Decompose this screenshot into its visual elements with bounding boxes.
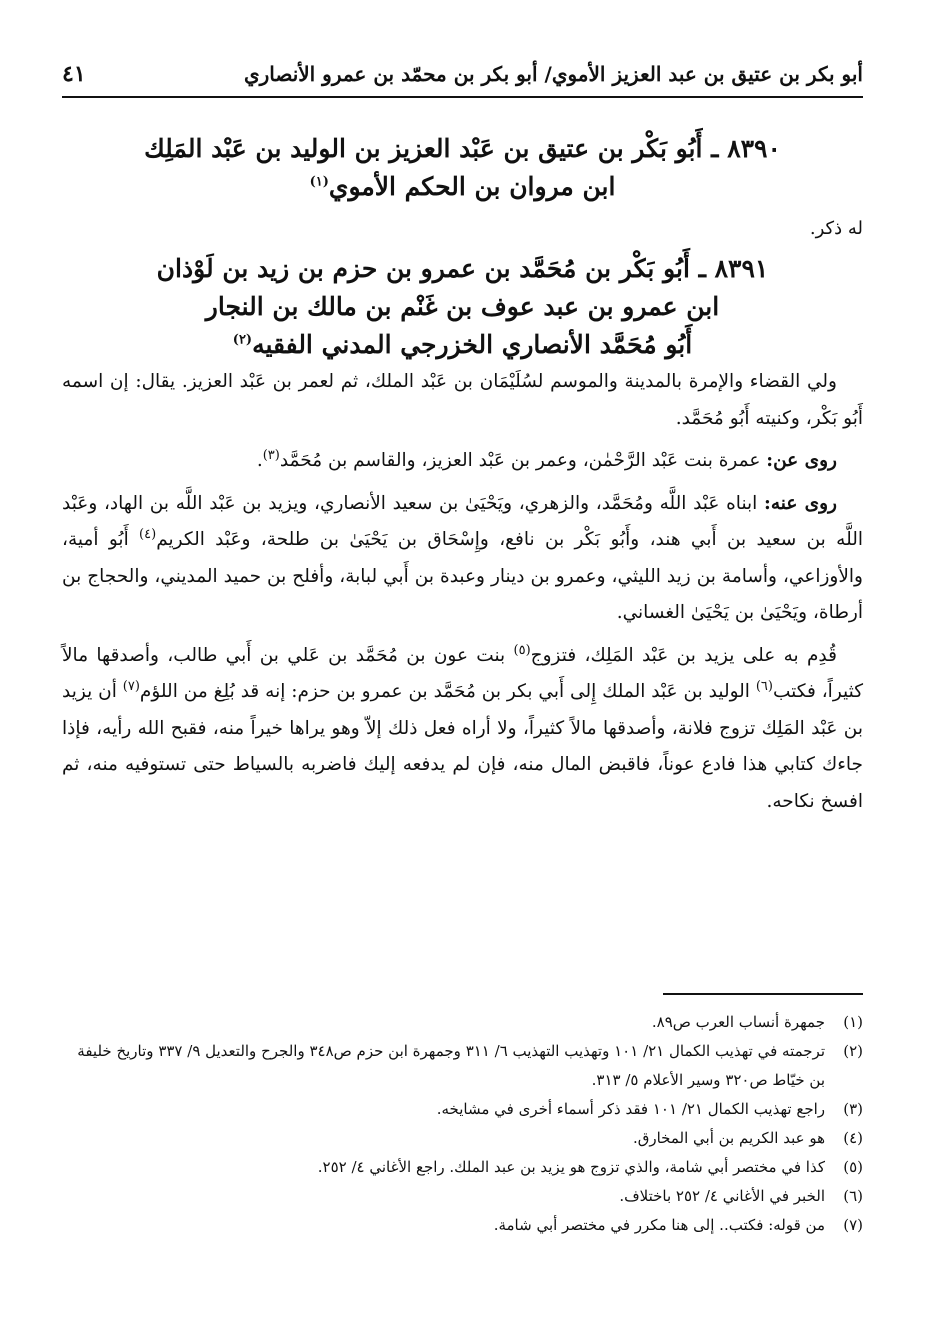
- entry-8390-title-line2: [62, 168, 863, 206]
- narrated-by-text-1: ابناه عَبْد اللَّه ومُحَمَّد، والزهري، ويَحْيَىٰ بن سعيد الأنصاري، ويزيد بن عَبْد اللَّه بن الهاد، وعَبْد اللَّه بن سعيد بن أَبي هند، وأَبُو بَكْر بن نافع، وإِسْحَاق بن يَحْيَىٰ بن طلحة، وعَبْد الكريم: [62, 492, 863, 550]
- narrated-from-text: عمرة بنت عَبْد الرَّحْمٰن، وعمر بن عَبْد العزيز، والقاسم بن مُحَمَّد: [279, 450, 767, 471]
- entry-8390-title: [62, 130, 863, 206]
- entry-8391-title: [62, 250, 863, 364]
- footnote-number: (٤): [843, 1129, 863, 1147]
- entry-8391-paragraph-story: [62, 638, 863, 821]
- footnotes: [62, 1008, 863, 1240]
- narrated-from-label: روى عن:: [766, 450, 837, 471]
- entry-8391-title-line3: [62, 326, 863, 364]
- footnote-number: (٣): [843, 1100, 863, 1118]
- footnote-ref-3: (٣): [262, 447, 280, 463]
- footnote-6: [62, 1182, 863, 1211]
- entry-8391-title-line1: ٨٣٩١ ـ أَبُو بَكْر بن مُحَمَّد بن عمرو بن حزم بن زيد بن لَوْذان: [156, 254, 769, 283]
- entry-8390-body: له ذكر.: [809, 218, 863, 239]
- footnote-text: كذا في مختصر أبي شامة، والذي تزوج هو يزيد بن عبد الملك. راجع الأغاني ٤/ ٢٥٢.: [317, 1158, 825, 1176]
- footnote-1: [62, 1008, 863, 1037]
- footnote-number: (٧): [843, 1216, 863, 1234]
- entry-8391-title-line3-text: أَبُو مُحَمَّد الأنصاري الخزرجي المدني الفقيه: [252, 330, 693, 359]
- story-text-a: قُدِم به على يزيد بن عَبْد المَلِك، فتزوج: [530, 644, 837, 666]
- entry-8391-paragraph-narrated-by: [62, 486, 863, 632]
- footnote-ref-5: (٥): [513, 642, 531, 658]
- footnote-3: [62, 1095, 863, 1124]
- footnote-text: ترجمته في تهذيب الكمال ٢١/ ١٠١ وتهذيب التهذيب ٦/ ٣١١ وجمهرة ابن حزم ص٣٤٨ والجرح والتعديل ٩/ ٣٣٧ وتاريخ خليفة بن خيّاط ص٣٢٠ وسير الأعلام ٥/ ٣١٣.: [77, 1042, 825, 1089]
- footnote-text: راجع تهذيب الكمال ٢١/ ١٠١ فقد ذكر أسماء أخرى في مشايخه.: [436, 1100, 825, 1118]
- page-number: ٤١: [62, 61, 86, 87]
- entry-8390-title-line2-text: ابن مروان بن الحكم الأموي: [328, 172, 616, 201]
- footnote-ref-2: (٢): [232, 332, 253, 348]
- entry-8390-title-line1: ٨٣٩٠ ـ أَبُو بَكْر بن عتيق بن عَبْد العزيز بن الوليد بن عَبْد المَلِك: [144, 134, 781, 163]
- footnote-text: الخبر في الأغاني ٤/ ٢٥٢ باختلاف.: [619, 1187, 825, 1205]
- footnote-text: من قوله: فكتب.. إلى هنا مكرر في مختصر أبي شامة.: [493, 1216, 825, 1234]
- narrated-by-label: روى عنه:: [764, 492, 837, 514]
- footnote-number: (٦): [843, 1187, 863, 1205]
- entry-8391-paragraph-1: ولي القضاء والإمرة بالمدينة والموسم لسُلَيْمَان بن عَبْد الملك، ثم لعمر بن عَبْد العزيز. يقال: إن اسمه أَبُو بَكْر، وكنيته أَبُو مُحَمَّد.: [62, 371, 863, 429]
- footnote-divider: [663, 993, 863, 995]
- narrated-from-end: .: [256, 450, 263, 471]
- footnote-ref-6: (٦): [755, 678, 773, 694]
- footnote-ref-1: (١): [309, 174, 329, 190]
- story-text-c: الوليد بن عَبْد الملك إِلى أَبي بكر بن مُحَمَّد بن عمرو بن حزم: إنه قد بُلِغ من اللؤم: [139, 681, 756, 702]
- footnote-7: [62, 1211, 863, 1240]
- main-content: [62, 130, 863, 820]
- story-text-b: بنت عون بن مُحَمَّد بن عَلي بن أَبي طالب، وأصدقها مالاً كثيراً، فكتب: [62, 644, 863, 702]
- footnote-4: [62, 1124, 863, 1153]
- footnote-text: جمهرة أنساب العرب ص٨٩.: [651, 1013, 825, 1031]
- footnote-ref-7: (٧): [122, 678, 140, 694]
- page-header: [62, 52, 863, 98]
- entry-8391-title-line2: ابن عمرو بن عبد عوف بن غَنْم بن مالك بن النجار: [205, 292, 720, 321]
- footnote-number: (٢): [843, 1042, 863, 1060]
- footnote-number: (١): [843, 1013, 863, 1031]
- footnote-ref-4: (٤): [139, 526, 157, 542]
- footnote-2: [62, 1037, 863, 1095]
- footnote-number: (٥): [843, 1158, 863, 1176]
- footnote-text: هو عبد الكريم بن أبي المخارق.: [632, 1129, 825, 1147]
- entry-8391-paragraph-narrated-from: [62, 443, 863, 480]
- running-title: أبو بكر بن عتيق بن عبد العزيز الأموي/ أبو بكر بن محمّد بن عمرو الأنصاري: [243, 62, 863, 86]
- story-text-d: أن يزيد بن عَبْد المَلِك تزوج فلانة، وأصدقها مالاً كثيراً، ولا أراه فعل ذلك إلاّ وهو يراها خيراً منه، فقبح الله رأيه، فإذا جاءك كتابي هذا فادع عوناً، فاقبض المال منه، فإن لم يدفعه إليك فاضربه بالسياط حتى تستوفيه منه، ثم افسخ نكاحه.: [62, 681, 863, 812]
- footnote-5: [62, 1153, 863, 1182]
- narrated-by-text-2: أَبُو أمية، والأوزاعي، وأسامة بن زيد الليثي، وعمرو بن دينار وعبدة بن أَبي لبابة، وأفلح بن حميد المديني، والحجاج بن أرطاة، ويَحْيَىٰ بن يَحْيَىٰ الغساني.: [62, 529, 863, 623]
